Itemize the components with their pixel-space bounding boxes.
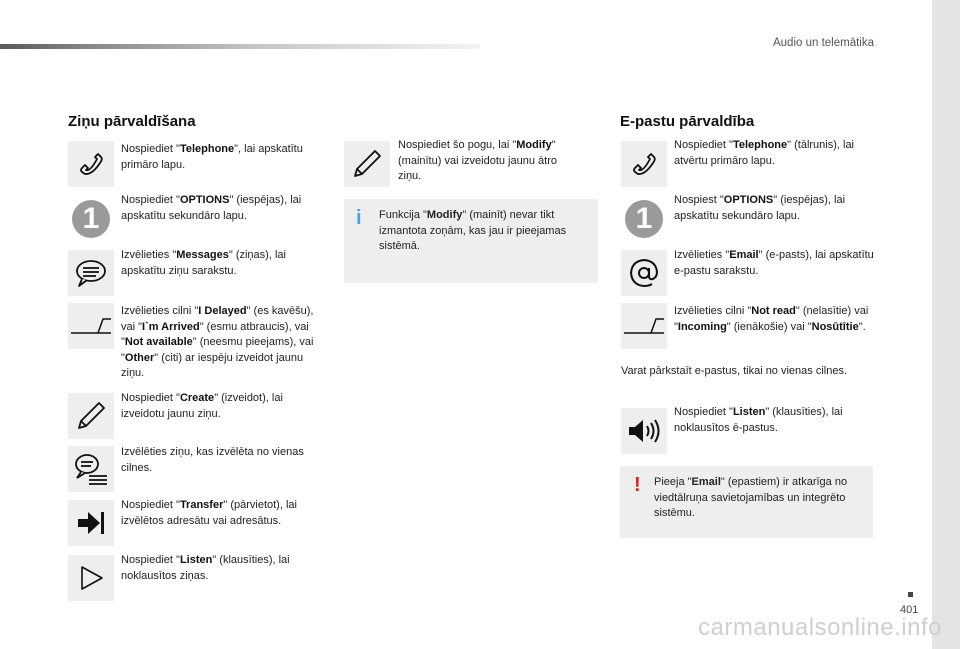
- section-title-email: E-pastu pārvaldība: [620, 113, 755, 130]
- email-filter-note: Varat pārkstaīt e-pastus, tikai no vienas cilnes.: [621, 365, 848, 377]
- info-icon: i: [356, 207, 362, 229]
- phone-handset-icon: [621, 141, 667, 187]
- warning-icon: !: [634, 474, 641, 496]
- step-one-badge: 1: [621, 196, 667, 242]
- step-listen-messages: Nospiediet "Listen" (klausīties), lai noklausītos ziņas.: [121, 554, 290, 582]
- step-telephone: Nospiediet "Telephone", lai apskatītu primāro lapu.: [121, 143, 303, 171]
- warning-note: [620, 466, 873, 538]
- email-step-email: Izvēlieties "Email" (e-pasts), lai apskatītu e-pastu sarakstu.: [674, 249, 874, 277]
- page-marker: [908, 592, 913, 597]
- email-step-listen: Nospiediet "Listen" (klausīties), lai noklausītos ē-pastus.: [674, 406, 843, 434]
- side-tab: [932, 0, 960, 649]
- tab-filter-icon: [621, 303, 667, 349]
- step-options: Nospiediet "OPTIONS" (iespējas), lai apskatītu sekundāro lapu.: [121, 194, 302, 222]
- pencil-icon: [344, 141, 390, 187]
- chapter-title: Audio un telemātika: [772, 37, 874, 49]
- email-step-options: Nospiest "OPTIONS" (iespējas), lai apskatītu sekundāro lapu.: [674, 194, 846, 222]
- at-sign-icon: [621, 250, 667, 296]
- step-modify: Nospiediet šo pogu, lai "Modify" (mainītu) vai izveidotu jaunu ātro ziņu.: [398, 139, 557, 182]
- page-number: 401: [900, 604, 919, 616]
- step-tabs: Izvēlieties cilni "I Delayed" (es kavēšu), vai "I`m Arrived" (esmu atbraucis), vai "Not available" (neesmu pieejams), vai "Other" (citi) ar iespēju izveidot jaunu ziņu.: [121, 305, 314, 379]
- section-title-messages: Ziņu pārvaldīšana: [68, 113, 196, 130]
- email-step-tabs: Izvēlieties cilni "Not read" (nelasītie) vai "Incoming" (ienākošie) vai "Nosūtītie".: [674, 305, 869, 333]
- header-gradient-bar: [0, 44, 480, 49]
- messages-icon: [68, 250, 114, 296]
- warning-note-text: Pieeja "Email" (epastiem) ir atkarīga no viedtālruņa savietojamības un integrēto sistēmu.: [654, 476, 848, 519]
- step-select-message: Izvēlēties ziņu, kas izvēlēta no vienas cilnes.: [121, 446, 304, 474]
- step-create: Nospiediet "Create" (izveidot), lai izveidotu jaunu ziņu.: [121, 392, 283, 420]
- play-icon: [68, 555, 114, 601]
- info-note: [344, 199, 598, 283]
- phone-handset-icon: [68, 141, 114, 187]
- step-messages: Izvēlieties "Messages" (ziņas), lai apskatītu ziņu sarakstu.: [121, 249, 286, 277]
- transfer-icon: [68, 500, 114, 546]
- speaker-icon: [621, 408, 667, 454]
- watermark-text: carmanualsonline.info: [698, 614, 942, 641]
- info-note-text: Funkcija "Modify" (mainīt) nevar tikt izmantota zoņām, kas jau ir pieejamas sistēmā.: [379, 209, 567, 252]
- step-transfer: Nospiediet "Transfer" (pārvietot), lai izvēlētos adresātu vai adresātus.: [121, 499, 297, 527]
- email-step-telephone: Nospiediet "Telephone" (tālrunis), lai atvērtu primāro lapu.: [674, 139, 855, 167]
- message-select-icon: [68, 446, 114, 492]
- pencil-icon: [68, 393, 114, 439]
- tab-filter-icon: [68, 303, 114, 349]
- step-one-badge: 1: [68, 196, 114, 242]
